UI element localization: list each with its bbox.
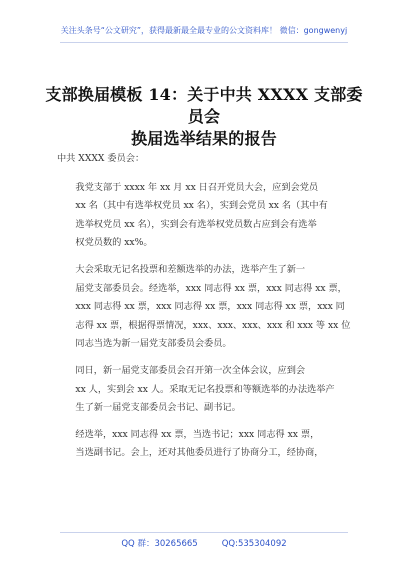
document-title-line-1: 支部换届模板 14：关于中共 XXXX 支部委员会 [45,85,363,126]
paragraph-line: 经选举，xxx 同志得 xx 票，当选书记；xxx 同志得 xx 票， [75,428,320,440]
paragraph-3 [57,362,357,418]
paragraph-1 [57,179,357,253]
paragraph-4 [57,426,357,463]
paragraph-2 [57,261,357,354]
salutation: 中共 XXXX 委员会： [57,153,145,164]
paragraph-line: 同志当选为新一届党支部委员会委员。 [75,338,232,350]
paragraph-line: 权党员数的 xx%。 [75,237,153,249]
paragraph-line: 我党支部于 xxxx 年 xx 月 xx 日召开党员大会，应到会党员 [75,181,319,193]
paragraph-line: 选举权党员 xx 名），实到会有选举权党员数占应到会有选举 [75,218,317,230]
paragraph-line: 生了新一届党支部委员会书记、副书记。 [75,402,241,414]
paragraph-line: xx 名（其中有选举权党员 xx 名），实到会党员 xx 名（其中有 [75,200,328,212]
paragraph-line: xx 人，实到会 xx 人。采取无记名投票和等额选举的办法选举产 [75,383,335,395]
document-title-line-2: 换届选举结果的报告 [131,129,277,148]
footer-qq-group: QQ 群：30265665 [121,539,198,549]
document-title [40,84,368,150]
paragraph-line: xxx 同志得 xx 票，xxx 同志得 xx 票，xxx 同志得 xx 票，xxx 同 [75,301,345,313]
paragraph-line: 当选副书记。会上，还对其他委员进行了协商分工，经协商， [75,447,324,459]
header-divider [60,42,348,43]
header-banner: 关注头条号“公文研究”，获得最新最全最专业的公文资料库！ 微信：gongwenyj [60,26,348,35]
footer-divider [60,532,348,533]
paragraph-line: 大会采取无记名投票和差额选举的办法，选举产生了新一 [75,263,306,275]
paragraph-line: 志得 xx 票，根据得票情况，xxx、xxx、xxx、xxx 和 xxx 等 xx 位 [75,319,351,331]
paragraph-line: 届党支部委员会。经选举，xxx 同志得 xx 票，xxx 同志得 xx 票， [75,282,347,294]
paragraph-line: 同日，新一届党支部委员会召开第一次全体会议，应到会 [75,364,306,376]
footer-qq: QQ:535304092 [221,539,287,549]
footer [0,537,408,549]
document-body [57,150,357,471]
